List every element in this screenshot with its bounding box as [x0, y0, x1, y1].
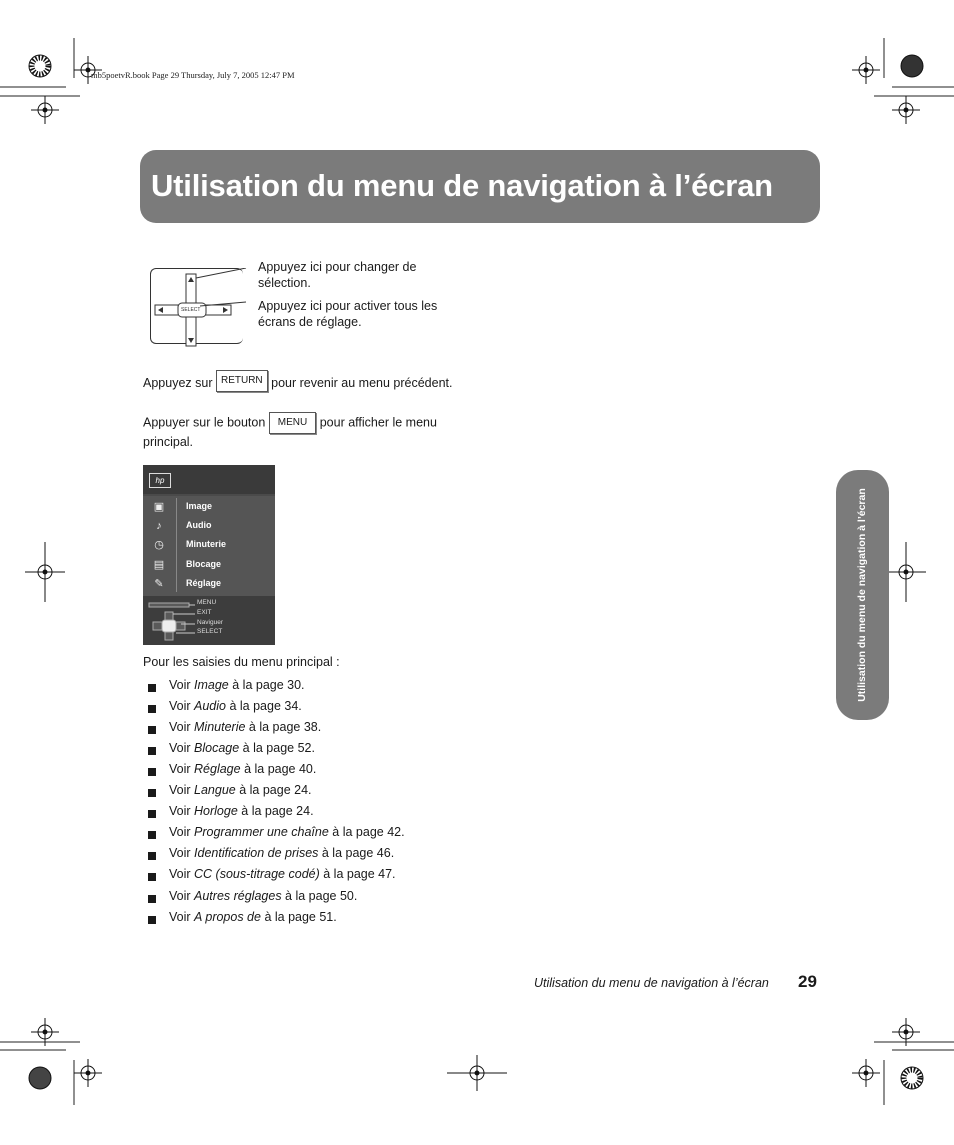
title-banner — [140, 150, 820, 223]
menu-item-label: Réglage — [186, 578, 222, 588]
speaker-icon: ♪ — [156, 520, 162, 532]
page-title: Utilisation du menu de navigation à l’écran — [151, 168, 773, 203]
menu-before: Appuyer sur le bouton — [143, 415, 266, 430]
menu-item — [143, 517, 275, 536]
menu-after: pour afficher le menu principal. — [143, 415, 437, 449]
menu-item-label: Blocage — [186, 559, 222, 569]
return-instruction — [143, 375, 453, 392]
hp-logo: hp — [149, 473, 171, 488]
bullet-marker — [148, 912, 158, 922]
side-tab — [836, 470, 889, 720]
legend-menu: MENU — [197, 599, 217, 606]
image-icon: ▣ — [153, 501, 165, 513]
page-number: 29 — [798, 972, 817, 991]
dpad-select-label: SELECT — [181, 307, 201, 313]
return-before: Appuyez sur — [143, 376, 213, 390]
menu-divider — [176, 498, 177, 592]
list-item: Voir Identification de prises à la page 46. — [169, 846, 395, 860]
bullet-marker — [148, 722, 158, 732]
menu-item — [143, 536, 275, 555]
remote-keys-icon — [147, 600, 195, 642]
legend-select: SELECT — [197, 628, 223, 635]
side-tab-label: Utilisation du menu de navigation à l’écran — [856, 488, 868, 702]
bullet-marker — [148, 785, 158, 795]
menu-button: MENU — [269, 412, 316, 434]
list-item: Voir Autres réglages à la page 50. — [169, 889, 358, 903]
list-item: Voir Réglage à la page 40. — [169, 762, 317, 776]
list-item: Voir Blocage à la page 52. — [169, 741, 315, 755]
bullet-marker — [148, 848, 158, 858]
bullet-marker — [148, 680, 158, 690]
list-item: Voir Horloge à la page 24. — [169, 804, 314, 818]
timer-icon: ◷ — [154, 539, 164, 551]
bullet-marker — [148, 891, 158, 901]
list-item: Voir Audio à la page 34. — [169, 699, 302, 713]
return-after: pour revenir au menu précédent. — [271, 376, 453, 390]
dpad-callout-change: Appuyez ici pour changer de sélection. — [258, 260, 417, 290]
lock-icon: ▤ — [153, 559, 165, 571]
bullet-marker — [148, 764, 158, 774]
wrench-icon: ✎ — [154, 578, 164, 590]
bullet-marker — [148, 869, 158, 879]
legend-navigate: Naviguer — [197, 619, 224, 626]
menu-item-label: Minuterie — [186, 539, 227, 549]
menu-item-label: Audio — [186, 520, 212, 530]
bullet-marker — [148, 827, 158, 837]
print-header-note: mb5poetvR.book Page 29 Thursday, July 7, 2005 12:47 PM — [91, 70, 295, 80]
menu-item — [143, 498, 275, 517]
list-item: Voir Minuterie à la page 38. — [169, 720, 322, 734]
footer-running-title: Utilisation du menu de navigation à l’écran — [534, 976, 769, 990]
bullet-marker — [148, 743, 158, 753]
legend-exit: EXIT — [197, 609, 212, 616]
list-item: Voir A propos de à la page 51. — [169, 910, 337, 924]
list-item: Voir Programmer une chaîne à la page 42. — [169, 825, 405, 839]
list-item: Voir Image à la page 30. — [169, 678, 305, 692]
bullet-marker — [148, 701, 158, 711]
menu-top-bar — [143, 465, 275, 494]
list-intro: Pour les saisies du menu principal : — [143, 655, 340, 669]
bullet-marker — [148, 806, 158, 816]
dpad-callout-activate: Appuyez ici pour activer tous les écrans de réglage. — [258, 299, 438, 329]
menu-item-label: Image — [186, 501, 213, 511]
menu-item — [143, 556, 275, 575]
menu-legend — [143, 596, 275, 645]
menu-item — [143, 575, 275, 594]
menu-instruction — [143, 412, 463, 450]
list-item: Voir Langue à la page 24. — [169, 783, 312, 797]
return-button: RETURN — [216, 370, 268, 392]
main-menu-screen — [143, 465, 275, 645]
menu-item-list — [143, 496, 275, 596]
list-item: Voir CC (sous-titrage codé) à la page 47. — [169, 867, 396, 881]
